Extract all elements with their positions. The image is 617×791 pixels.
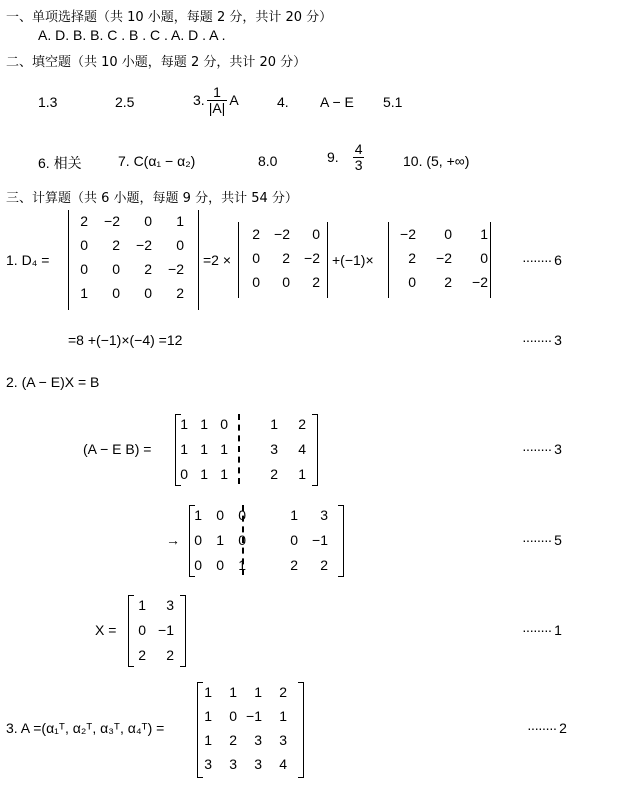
matrix-cell: 0 xyxy=(194,532,202,548)
matrix-cell: 1 xyxy=(298,466,306,482)
section2-header: 二、填空题（共 10 小题，每题 2 分，共计 20 分） xyxy=(6,55,307,70)
matrix-cell: 1 xyxy=(176,213,184,229)
blank-8: 8.0 xyxy=(258,153,278,169)
matrix-cell: −1 xyxy=(246,708,262,724)
matrix-cell: 0 xyxy=(238,532,246,548)
blank-6: 6. 相关 xyxy=(38,155,82,171)
matrix-cell: 1 xyxy=(200,416,208,432)
det3a-right-bar xyxy=(327,222,328,298)
matrix-cell: 0 xyxy=(194,557,202,573)
matrix-cell: 4 xyxy=(279,756,287,772)
matrix-cell: 1 xyxy=(480,226,488,242)
matrix-cell: 0 xyxy=(312,226,320,242)
blank-9 xyxy=(327,142,364,172)
blank-2: 2.5 xyxy=(115,94,135,110)
p2-points-b: ········ 5 xyxy=(522,532,561,548)
matrix-cell: −2 xyxy=(400,226,416,242)
matrix-cell: 2 xyxy=(252,226,260,242)
blank-3 xyxy=(193,85,239,115)
aug-right-bracket xyxy=(312,414,318,486)
matrix-cell: −1 xyxy=(158,622,174,638)
blank-3-numerator: 1 xyxy=(213,84,221,100)
matrix-cell: 1 xyxy=(204,684,212,700)
matrix-cell: 2 xyxy=(144,261,152,277)
blank-1: 1.3 xyxy=(38,94,58,110)
matrix-cell: 0 xyxy=(444,226,452,242)
matrix-cell: −2 xyxy=(104,213,120,229)
matrix-cell: −2 xyxy=(136,237,152,253)
matrix-cell: 0 xyxy=(408,274,416,290)
matrix-cell: −2 xyxy=(304,250,320,266)
blank-9-numerator: 4 xyxy=(354,141,363,157)
matrix-cell: 1 xyxy=(204,708,212,724)
x-right-bracket xyxy=(180,595,186,667)
matrix-cell: 1 xyxy=(194,507,202,523)
p3-right-bracket xyxy=(298,682,304,778)
matrix-cell: 1 xyxy=(229,684,237,700)
matrix-cell: 2 xyxy=(176,285,184,301)
matrix-cell: 0 xyxy=(216,557,224,573)
matrix-cell: 1 xyxy=(279,708,287,724)
matrix-cell: 2 xyxy=(444,274,452,290)
blank-4: A − E xyxy=(320,94,354,110)
matrix-cell: 0 xyxy=(176,237,184,253)
blank-7: 7. C(α₁ − α₂) xyxy=(118,153,196,169)
matrix-cell: −2 xyxy=(436,250,452,266)
matrix-cell: 0 xyxy=(180,466,188,482)
matrix-cell: 1 xyxy=(200,466,208,482)
matrix-cell: 3 xyxy=(320,507,328,523)
matrix-cell: 0 xyxy=(112,285,120,301)
blank-9-fraction xyxy=(353,142,365,172)
aug-separator xyxy=(238,414,240,484)
choice-answers: A. D. B. B. C . B . C . A. D . A . xyxy=(38,27,226,43)
blank-9-denominator: 3 xyxy=(354,156,363,173)
matrix-cell: 2 xyxy=(80,213,88,229)
matrix-cell: 2 xyxy=(279,684,287,700)
blank-5: 5.1 xyxy=(383,94,403,110)
matrix-cell: 0 xyxy=(144,213,152,229)
matrix-cell: 1 xyxy=(220,466,228,482)
blank-10: 10. (5, +∞) xyxy=(403,153,470,169)
p1-result-line: =8 +(−1)×(−4) =12 xyxy=(68,332,183,348)
matrix-cell: 1 xyxy=(80,285,88,301)
p1-points-a: ········ 6 xyxy=(522,252,561,268)
matrix-cell: 0 xyxy=(480,250,488,266)
matrix-cell: −2 xyxy=(274,226,290,242)
p1-plus-term: +(−1)× xyxy=(332,252,374,268)
p3-points: ········ 2 xyxy=(527,720,566,736)
red-right-bracket xyxy=(338,505,344,577)
matrix-cell: 2 xyxy=(138,647,146,663)
matrix-cell: 1 xyxy=(138,597,146,613)
matrix-cell: 3 xyxy=(279,732,287,748)
section1-header: 一、单项选择题（共 10 小题，每题 2 分，共计 20 分） xyxy=(6,10,333,25)
matrix-cell: 2 xyxy=(166,647,174,663)
blank-3-fraction xyxy=(207,85,228,115)
p1-eq-mid: =2 × xyxy=(203,252,232,268)
section3-header: 三、计算题（共 6 小题，每题 9 分，共计 54 分） xyxy=(6,191,298,206)
matrix-cell: 2 xyxy=(312,274,320,290)
matrix-cell: 1 xyxy=(180,441,188,457)
matrix-cell: −2 xyxy=(472,274,488,290)
matrix-cell: 1 xyxy=(200,441,208,457)
matrix-cell: 2 xyxy=(282,250,290,266)
matrix-cell: 0 xyxy=(112,261,120,277)
matrix-cell: 0 xyxy=(282,274,290,290)
matrix-cell: 0 xyxy=(238,507,246,523)
matrix-cell: 2 xyxy=(229,732,237,748)
p2-aug-label: (A − E B) = xyxy=(83,441,152,457)
det3b-right-bar xyxy=(490,222,491,298)
matrix-cell: 0 xyxy=(80,261,88,277)
matrix-cell: 4 xyxy=(298,441,306,457)
matrix-cell: 2 xyxy=(408,250,416,266)
p2-arrow: → xyxy=(166,532,180,548)
matrix-cell: 2 xyxy=(112,237,120,253)
matrix-cell: 0 xyxy=(252,250,260,266)
blank-3-denominator: |A| xyxy=(208,99,226,116)
matrix-cell: 3 xyxy=(166,597,174,613)
matrix-cell: 0 xyxy=(80,237,88,253)
matrix-cell: 1 xyxy=(216,532,224,548)
blank-3-prefix: 3. xyxy=(193,92,205,109)
matrix-cell: 1 xyxy=(204,732,212,748)
matrix-cell: 3 xyxy=(204,756,212,772)
matrix-cell: 0 xyxy=(216,507,224,523)
matrix-cell: 2 xyxy=(320,557,328,573)
matrix-cell: 3 xyxy=(254,732,262,748)
matrix-cell: 0 xyxy=(252,274,260,290)
matrix-cell: 1 xyxy=(238,557,246,573)
blank-9-prefix: 9. xyxy=(327,149,339,166)
matrix-cell: −1 xyxy=(312,532,328,548)
det4-right-bar xyxy=(198,210,199,310)
blank-4-label: 4. xyxy=(277,94,289,110)
matrix-cell: 1 xyxy=(270,416,278,432)
matrix-cell: 1 xyxy=(180,416,188,432)
matrix-cell: 3 xyxy=(270,441,278,457)
matrix-cell: 0 xyxy=(229,708,237,724)
p2-points-c: ········ 1 xyxy=(522,622,561,638)
matrix-cell: 0 xyxy=(144,285,152,301)
blank-3-suffix: A xyxy=(229,92,239,109)
matrix-cell: 0 xyxy=(138,622,146,638)
p3-label: 3. A =(α₁ᵀ, α₂ᵀ, α₃ᵀ, α₄ᵀ) = xyxy=(6,720,165,736)
matrix-cell: 2 xyxy=(270,466,278,482)
p1-points-b: ········ 3 xyxy=(522,332,561,348)
p1-label: 1. D₄ = xyxy=(6,252,50,268)
matrix-cell: 0 xyxy=(220,416,228,432)
p2-equation: 2. (A − E)X = B xyxy=(6,374,100,390)
matrix-cell: 2 xyxy=(290,557,298,573)
matrix-cell: 1 xyxy=(254,684,262,700)
matrix-cell: 1 xyxy=(290,507,298,523)
matrix-cell: 3 xyxy=(229,756,237,772)
matrix-cell: −2 xyxy=(168,261,184,277)
matrix-cell: 0 xyxy=(290,532,298,548)
p2-points-a: ········ 3 xyxy=(522,441,561,457)
matrix-cell: 2 xyxy=(298,416,306,432)
matrix-cell: 3 xyxy=(254,756,262,772)
matrix-cell: 1 xyxy=(220,441,228,457)
p2-x-label: X = xyxy=(95,622,117,638)
